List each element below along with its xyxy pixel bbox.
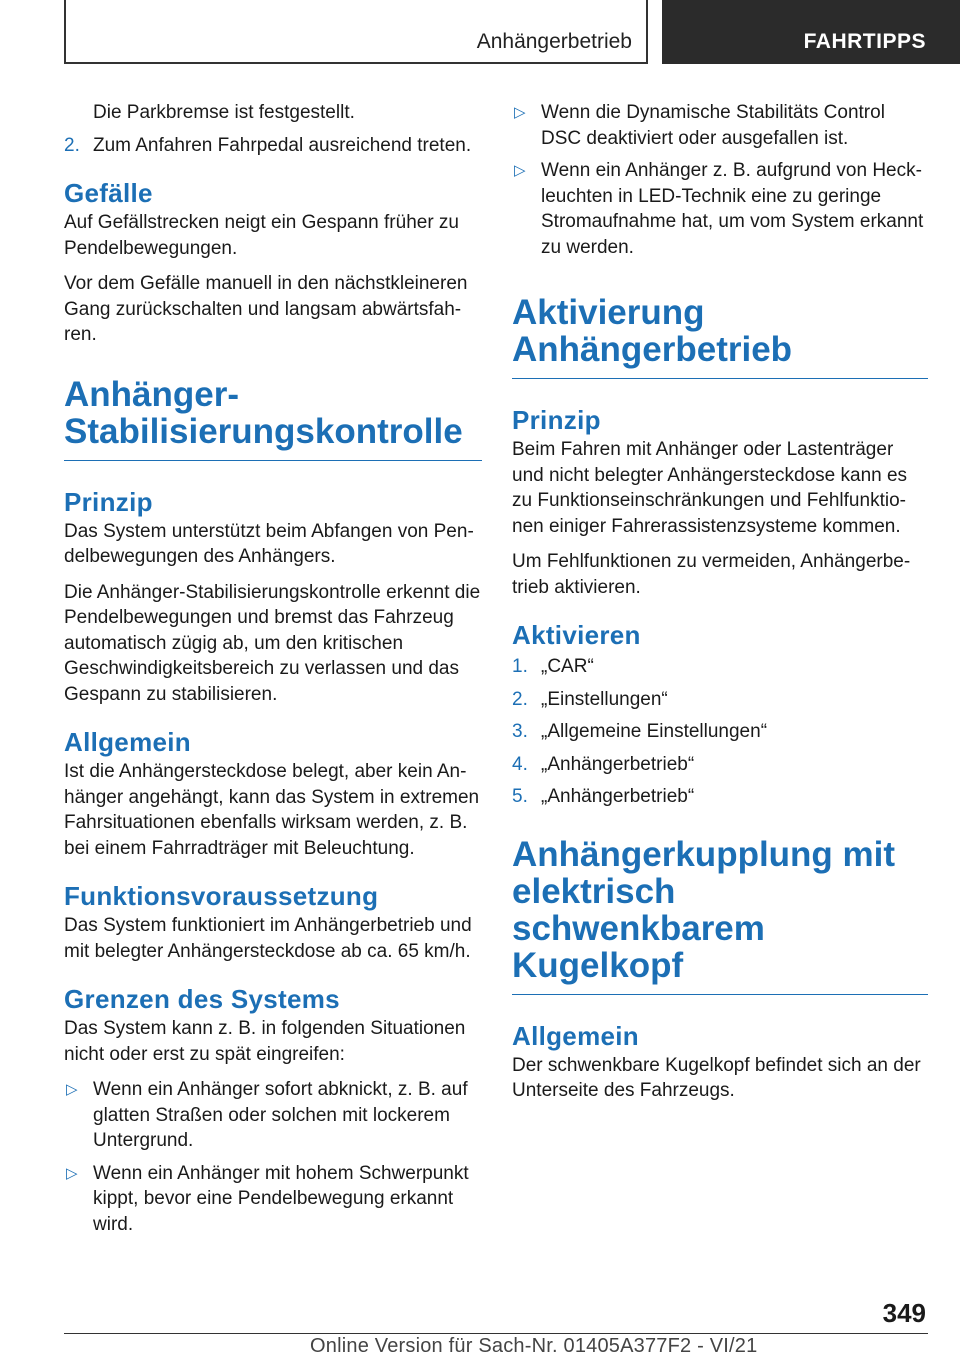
heading-gefaelle: Gefälle (64, 178, 153, 208)
heading-line: Aktivierung (512, 293, 705, 332)
paragraph: Das System unterstützt beim Abfangen von Pendelbewegungen des Anhängers. (64, 520, 474, 567)
section-heading-aktivierung (512, 294, 928, 368)
paragraph: Beim Fahren mit Anhänger oder Lastenträger und nicht belegter Anhängersteckdose kann es zu Funktionseinschränkungen und Fehlfunktionen einiger Fahrerassistenzsysteme kommen. (512, 439, 908, 537)
step-text: „Anhängerbetrieb“ (541, 753, 695, 775)
section-rule (64, 460, 482, 461)
step-text: „CAR“ (541, 656, 594, 677)
bullet-text: Wenn ein Anhänger z. B. aufgrund von Heckleuchten in LED-Technik eine zu geringe Stromaufnahme hat, um vom System erkannt zu werden. (541, 160, 924, 258)
step-item (512, 687, 928, 713)
step-text: „Allgemeine Einstellungen“ (541, 721, 768, 742)
section-rule (512, 994, 928, 995)
heading-allgemein: Allgemein (512, 1020, 639, 1051)
step-item (512, 752, 928, 778)
step-item (512, 784, 928, 810)
bullet-triangle-icon: ▷ (66, 1164, 78, 1182)
step-continuation: Die Parkbremse ist festgestellt. (93, 102, 355, 123)
paragraph: Der schwenkbare Kugelkopf befindet sich an der Unterseite des Fahrzeugs. (512, 1054, 921, 1101)
footer-rule (64, 1333, 928, 1334)
step-number: 5. (512, 786, 528, 807)
heading-line: Anhängerkupplung mit (512, 834, 896, 874)
heading-aktivieren: Aktivieren (512, 620, 641, 650)
header-section-box (64, 0, 648, 64)
bullet-item (64, 1161, 482, 1238)
step-text: „Anhängerbetrieb“ (541, 786, 695, 807)
step-number: 2. (512, 688, 528, 710)
step-number: 1. (512, 656, 528, 677)
bullet-text: Wenn ein Anhänger mit hohem Schwerpunkt kippt, bevor eine Pendelbewegung erkannt wird. (93, 1162, 469, 1235)
bullet-triangle-icon: ▷ (514, 104, 526, 121)
step-item (64, 133, 482, 159)
chapter-tab (662, 0, 960, 64)
heading-funktionsvoraussetzung: Funktionsvoraussetzung (64, 881, 379, 911)
paragraph: Die Anhänger-Stabilisierungskontrolle erkennt die Pendelbewegungen und bremst das Fahrzeug automatisch zügig ab, um den kritischen Geschwindigkeitsbereich zu verlassen und das Gespann zu stabilisieren. (64, 581, 481, 705)
steps-list (512, 654, 928, 810)
section-heading-kupplung (512, 836, 928, 984)
paragraph: Auf Gefällstrecken neigt ein Gespann früher zu Pendelbewegungen. (64, 212, 460, 259)
heading-line: Anhänger- (64, 374, 239, 414)
heading-line: Stabilisierungskontrolle (64, 411, 463, 451)
paragraph: Um Fehlfunktionen zu vermeiden, Anhängerbetrieb aktivieren. (512, 551, 911, 598)
bullet-text: Wenn ein Anhänger sofort abknickt, z. B. auf glatten Straßen oder solchen mit lockerem Untergrund. (93, 1079, 468, 1151)
bullet-item (64, 1077, 482, 1154)
paragraph: Das System kann z. B. in folgenden Situationen nicht oder erst zu spät eingreifen: (64, 1018, 466, 1065)
paragraph: Das System funktioniert im Anhängerbetrieb und mit belegter Anhängersteckdose ab ca. 65 km/h. (64, 915, 472, 962)
chapter-tab-label: FAHRTIPPS (803, 30, 926, 53)
page-number: 349 (882, 1298, 926, 1328)
step-text: Zum Anfahren Fahrpedal ausreichend treten. (93, 134, 472, 156)
bullet-item (512, 158, 928, 260)
heading-line: Kugelkopf (512, 945, 684, 985)
step-item (512, 719, 928, 745)
heading-line: Anhängerbetrieb (512, 330, 793, 369)
section-rule (512, 378, 928, 379)
step-text: „Einstellungen“ (541, 688, 668, 710)
step-number: 4. (512, 753, 528, 775)
step-number: 2. (64, 134, 80, 156)
paragraph: Ist die Anhängersteckdose belegt, aber kein Anhänger angehängt, kann das System in extremen Fahrsituationen ebenfalls wirksam werden, z. B. bei einem Fahrradträger mit Beleuchtung. (64, 761, 480, 859)
bullet-triangle-icon: ▷ (514, 162, 526, 179)
heading-prinzip: Prinzip (512, 405, 601, 435)
step-number: 3. (512, 721, 528, 742)
right-column (512, 100, 928, 1114)
heading-line: elektrisch schwenkbarem (512, 871, 765, 948)
heading-allgemein: Allgemein (64, 727, 191, 757)
bullet-triangle-icon: ▷ (66, 1081, 78, 1098)
online-version-note: Online Version für Sach-Nr. 01405A377F2 - VI/21 (310, 1335, 758, 1357)
bullet-text: Wenn die Dynamische Stabilitäts Control DSC deaktiviert oder ausgefallen ist. (541, 102, 885, 149)
section-title: Anhängerbetrieb (476, 30, 632, 53)
heading-grenzen: Grenzen des Systems (64, 984, 340, 1014)
step-item (512, 654, 928, 680)
heading-prinzip: Prinzip (64, 486, 153, 517)
bullet-item (512, 100, 928, 151)
section-heading-stabilisierung (64, 376, 482, 450)
left-column (64, 100, 482, 1244)
paragraph: Vor dem Gefälle manuell in den nächstkleineren Gang zurückschalten und langsam abwärtsfahren. (64, 273, 468, 345)
